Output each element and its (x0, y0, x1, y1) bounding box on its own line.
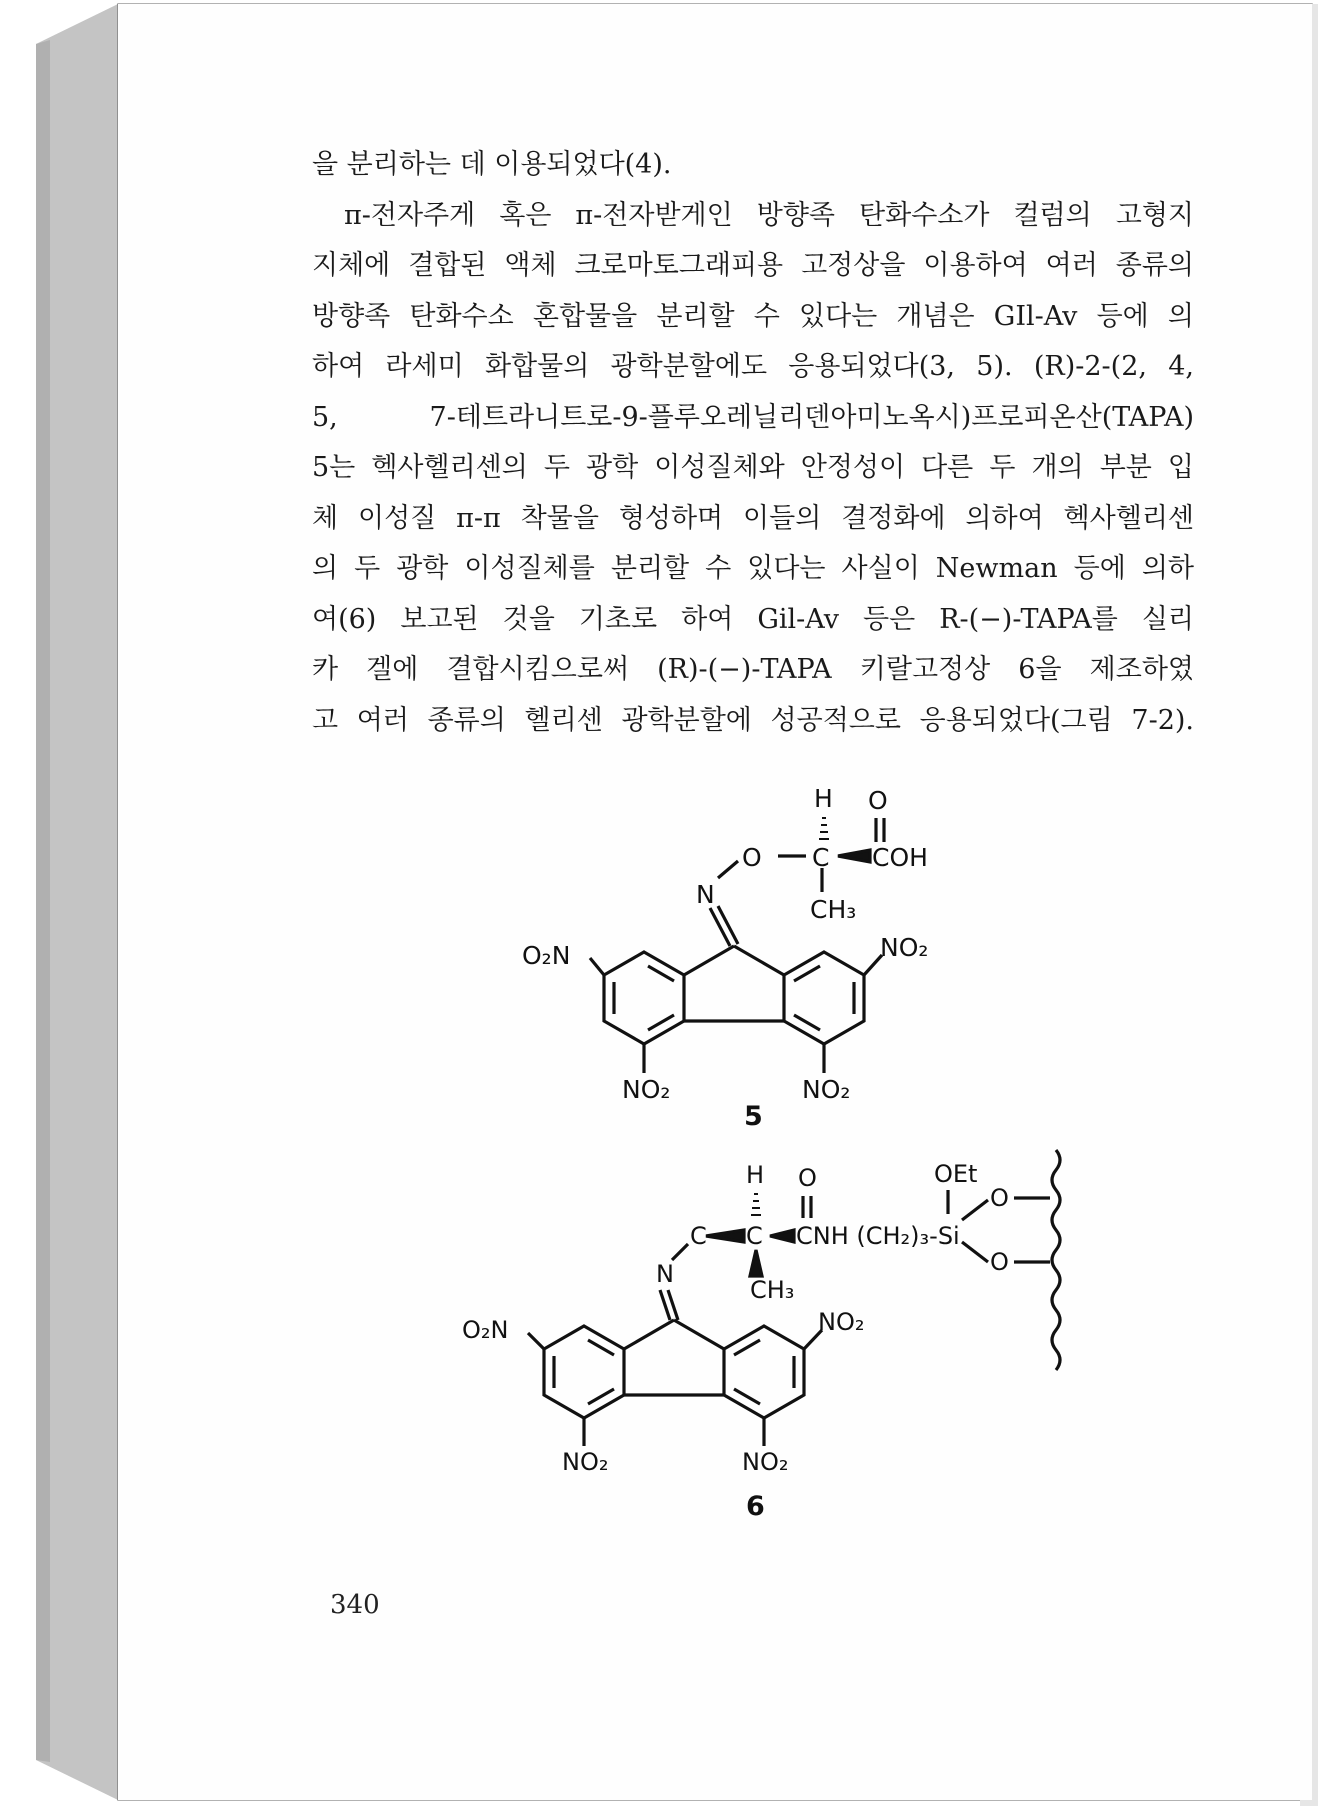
text-line: 체 이성질 π-π 착물을 형성하며 이들의 결정화에 의하여 헥사헬리센 (312, 502, 1194, 534)
s5-bottom-left-nitro: NO₂ (622, 1075, 671, 1104)
text-line: 방향족 탄화수소 혼합물을 분리할 수 있다는 개념은 GIl-Av 등에 의 (312, 300, 1194, 332)
s5-O-carbonyl: O (868, 786, 888, 815)
s5-C-center: C (812, 843, 830, 872)
text-line: 여(6) 보고된 것을 기초로 하여 Gil-Av 등은 R-(−)-TAPA를 실리 (312, 603, 1194, 635)
s6-CH3: CH₃ (750, 1276, 795, 1304)
s5-N: N (696, 880, 715, 909)
text-line: 의 두 광학 이성질체를 분리할 수 있다는 사실이 Newman 등에 의하 (312, 553, 1194, 584)
s5-O-ether: O (742, 843, 762, 872)
structure-5-label: 5 (744, 1101, 763, 1132)
text-line: 카 겔에 결합시킴으로써 (R)-(−)-TAPA 키랄고정상 6을 제조하였 (312, 654, 1194, 685)
text-line: 고 여러 종류의 헬리센 광학분할에 성공적으로 응용되었다(그림 7-2). (312, 704, 1194, 736)
text-line: 5, 7-테트라니트로-9-플루오레닐리덴아미노옥시)프로피온산(TAPA) (312, 401, 1194, 433)
s5-H: H (814, 784, 833, 813)
s6-O-lower: O (990, 1248, 1009, 1276)
s6-H: H (746, 1161, 765, 1189)
s6-N: N (656, 1260, 674, 1288)
s6-O-upper: O (990, 1184, 1009, 1212)
s5-COH: COH (872, 843, 928, 872)
text-line: 5는 헥사헬리센의 두 광학 이성질체와 안정성이 다른 두 개의 부분 입 (312, 452, 1194, 483)
s5-right-nitro: NO₂ (880, 933, 929, 962)
text-line: π-전자주게 혹은 π-전자받게인 방향족 탄화수소가 컬럼의 고형지 (344, 199, 1194, 231)
structure-5 (590, 818, 884, 1073)
s6-right-nitro: NO₂ (818, 1308, 865, 1336)
s5-left-nitro: O₂N (522, 941, 571, 970)
text-line: 지체에 결합된 액체 크로마토그래피용 고정상을 이용하여 여러 종류의 (312, 250, 1194, 281)
s6-left-nitro: O₂N (462, 1316, 509, 1344)
text-line: 하여 라세미 화합물의 광학분할에도 응용되었다(3, 5). (R)-2-(2, 4, (312, 351, 1194, 382)
s6-bottom-right-nitro: NO₂ (742, 1448, 789, 1476)
structure-6-label: 6 (746, 1491, 765, 1522)
structure-5-hash-bond (819, 818, 829, 839)
s6-bottom-left-nitro: NO₂ (562, 1448, 609, 1476)
text-line: 을 분리하는 데 이용되었다(4). (312, 149, 672, 180)
s6-amide: CNH (CH₂)₃-Si (796, 1222, 960, 1250)
s5-CH3: CH₃ (810, 895, 857, 924)
s6-O-carbonyl: O (798, 1164, 817, 1192)
s6-C-link: C (690, 1222, 707, 1250)
page-number: 340 (330, 1590, 380, 1620)
s5-bottom-right-nitro: NO₂ (802, 1075, 851, 1104)
structure-6-hash-bond (751, 1194, 761, 1215)
s6-C-center: C (746, 1222, 763, 1250)
s6-OEt: OEt (934, 1160, 978, 1188)
